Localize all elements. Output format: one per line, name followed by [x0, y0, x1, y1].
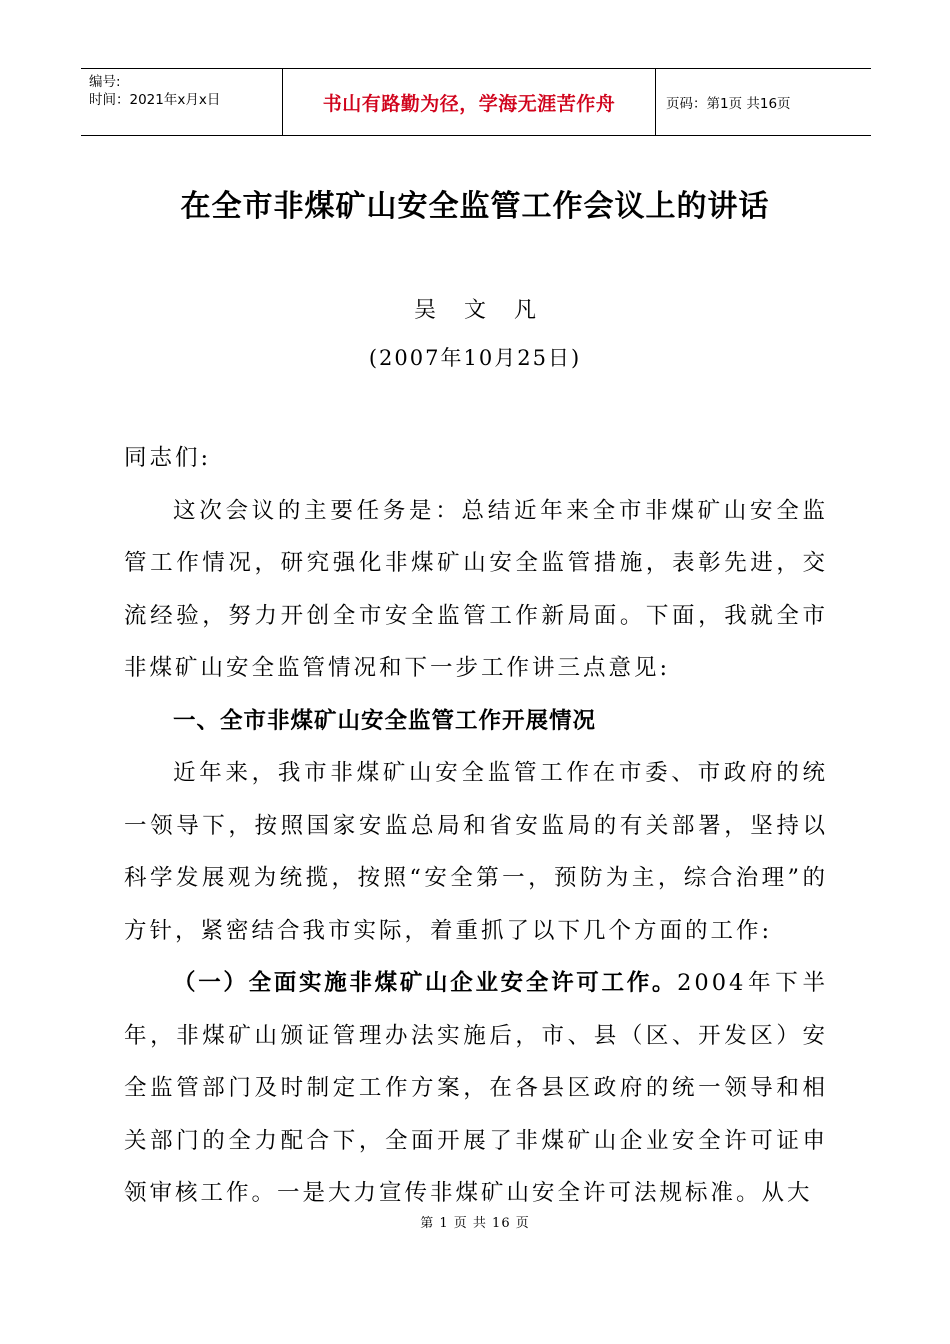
number-label: 编号:: [89, 74, 121, 90]
intro-paragraph: 这次会议的主要任务是：总结近年来全市非煤矿山安全监管工作情况，研究强化非煤矿山安全监管措施，表彰先进，交流经验，努力开创全市安全监管工作新局面。下面，我就全市非煤矿山安全监管情况和下一步工作讲三点意见:: [124, 497, 828, 681]
header-meta: [81, 69, 282, 135]
header-table: [81, 68, 871, 136]
author: 吴文凡: [413, 298, 564, 323]
document-body: [124, 432, 828, 1220]
speech-date: (2007年10月25日): [368, 346, 582, 370]
subsection-heading: （一）全面实施非煤矿山企业安全许可工作。: [173, 970, 678, 996]
time-label: 时间：2021年x月x日: [89, 92, 221, 108]
subsection-paragraph: [124, 957, 828, 1220]
page-info: 页码：第1页 共16页: [666, 96, 791, 112]
subsection-text: 2004年下半年，非煤矿山颁证管理办法实施后，市、县（区、开发区）安全监管部门及时制定工作方案，在各县区政府的统一领导和相关部门的全力配合下，全面开展了非煤矿山企业安全许可证申领审核工作。一是大力宣传非煤矿山安全许可法规标准。从大: [124, 970, 828, 1206]
section-paragraph: 近年来，我市非煤矿山安全监管工作在市委、市政府的统一领导下，按照国家安监总局和省安监局的有关部署，坚持以科学发展观为统揽，按照“安全第一，预防为主，综合治理”的方针，紧密结合我市实际，着重抓了以下几个方面的工作:: [124, 760, 828, 944]
motto: 书山有路勤为径，学海无涯苦作舟: [322, 92, 616, 115]
page-footer: 第 1 页 共 16 页: [420, 1216, 530, 1231]
salutation: 同志们:: [124, 445, 212, 471]
document-title: 在全市非煤矿山安全监管工作会议上的讲话: [180, 189, 770, 224]
header-motto-cell: [282, 69, 656, 135]
section-heading: 一、全市非煤矿山安全监管工作开展情况: [173, 707, 597, 734]
